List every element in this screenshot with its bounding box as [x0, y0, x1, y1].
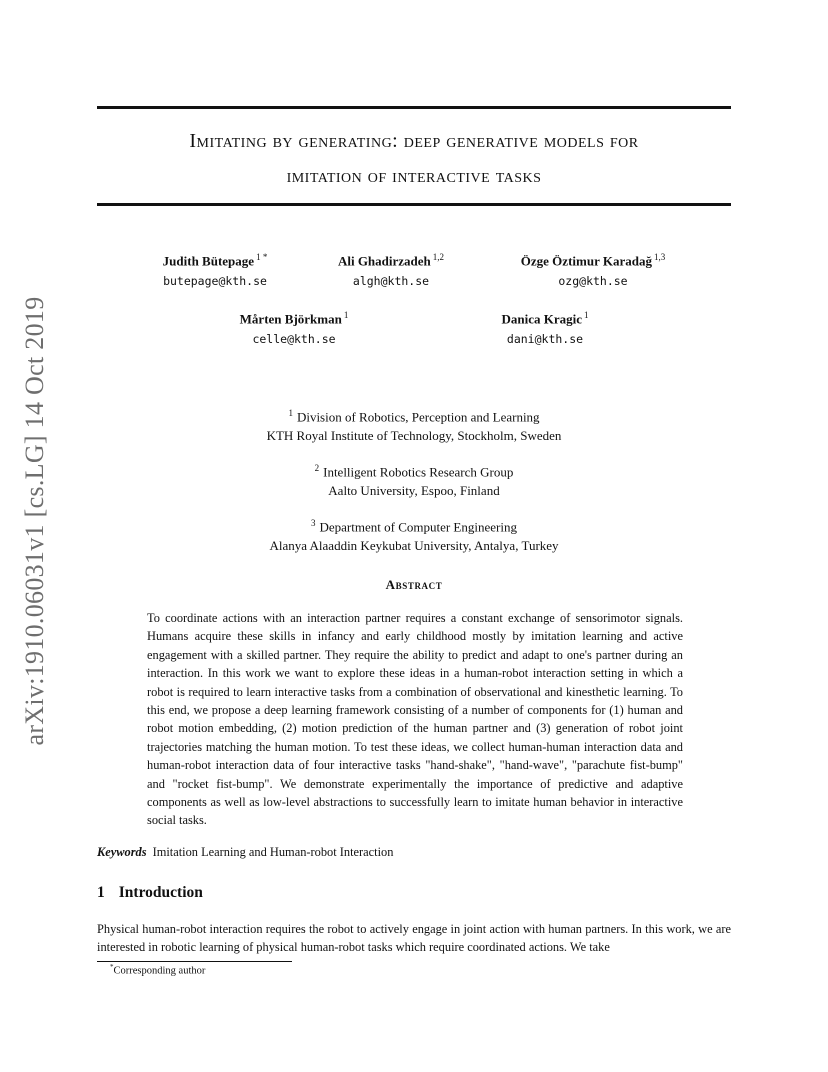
author-name: Ali Ghadirzadeh $^{1,2}$	[337, 252, 445, 269]
author-email[interactable]: dani@kth.se	[506, 332, 584, 347]
section-number: 1	[97, 884, 105, 901]
title-top-rule	[97, 106, 731, 109]
author-block	[184, 310, 404, 346]
author-name: Danica Kragic $^1$	[501, 310, 589, 327]
paper-title-line-2: imitation of interactive tasks	[286, 165, 542, 187]
author-name: Judith Bütepage $^{1 *}$	[162, 252, 268, 269]
affiliation: $^2$ Intelligent Robotics Research Group Aalto University, Espoo, Finland	[314, 463, 514, 499]
footnote: *Corresponding author	[110, 963, 206, 977]
author-block	[483, 252, 703, 288]
author-name: Mårten Björkman $^1$	[239, 310, 349, 327]
author-email[interactable]: ozg@kth.se	[558, 274, 628, 289]
author-block	[435, 310, 655, 346]
affiliation: $^1$ Division of Robotics, Perception and Learning KTH Royal Institute of Technology, Stockholm, Sweden	[266, 408, 562, 444]
intro-paragraph: Physical human-robot interaction requires the robot to actively engage in joint action with human partners. In this work, we are interested in robotic learning of physical human-robot tasks which require coordinated actions. We take	[97, 922, 731, 955]
affiliation: $^3$ Department of Computer Engineering Alanya Alaaddin Keykubat University, Antalya, Turkey	[269, 518, 559, 554]
paper-title-line-1: Imitating by generating: deep generative models for	[189, 130, 639, 152]
footnote-rule	[97, 961, 292, 962]
abstract-body: To coordinate actions with an interaction partner requires a constant exchange of sensorimotor signals. Humans acquire these skills in infancy and early childhood mostly by imitation learning and active engagement with a skilled partner. They require the ability to predict and adapt to one's partner during an interaction. In this work we want to explore these ideas in a human-robot interaction setting in which a robot is required to learn interactive tasks from a combination of observational and kinesthetic learning. To this end, we propose a deep learning framework consisting of a number of components for (1) human and robot motion embedding, (2) motion prediction of the human partner and (3) generation of robot joint trajectories matching the human motion. To test these ideas, we collect human-human interaction data and human-robot interaction data of four interactive tasks "hand-shake", "hand-wave", "parachute fist-bump" and "rocket fist-bump". We demonstrate experimentally the importance of predictive and adaptive components as well as low-level abstractions to successfully learn to imitate human behavior in interactive social tasks.	[147, 611, 683, 828]
section-heading	[97, 884, 203, 902]
title-bottom-rule	[97, 203, 731, 206]
abstract-heading: Abstract	[385, 577, 443, 592]
author-name: Özge Öztimur Karadağ $^{1,3}$	[520, 252, 666, 269]
author-email[interactable]: algh@kth.se	[352, 274, 430, 289]
keywords-line	[97, 845, 393, 860]
section-title: Introduction	[118, 884, 203, 901]
author-email[interactable]: butepage@kth.se	[163, 274, 267, 289]
author-block	[281, 252, 501, 288]
arxiv-stamp: arXiv:1910.06031v1 [cs.LG] 14 Oct 2019	[20, 296, 49, 746]
keywords-text: Imitation Learning and Human-robot Interaction	[152, 845, 394, 859]
keywords-label: Keywords	[97, 845, 147, 859]
author-email[interactable]: celle@kth.se	[252, 332, 336, 347]
